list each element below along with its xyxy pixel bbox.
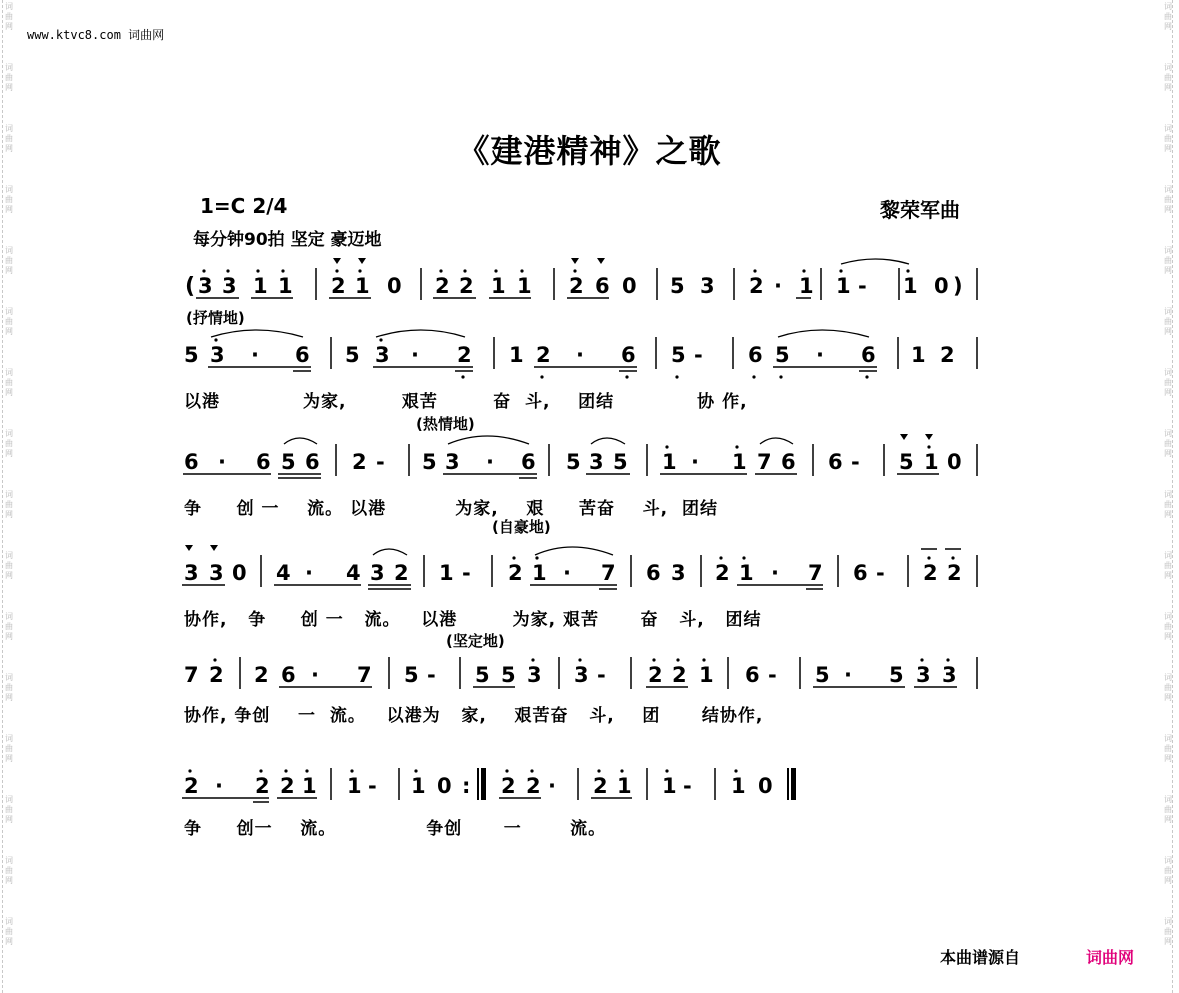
svg-text:6: 6 <box>748 343 763 367</box>
side-watermark-mark: 词 曲 网 <box>1164 673 1172 702</box>
svg-text:2: 2 <box>209 663 224 687</box>
key-time-signature: 1=C 2/4 <box>200 194 288 218</box>
svg-text:2: 2 <box>459 274 474 298</box>
side-watermark-mark: 词 曲 网 <box>5 429 13 458</box>
svg-text:-: - <box>851 450 860 474</box>
svg-text:6: 6 <box>295 343 310 367</box>
svg-text:-: - <box>694 343 703 367</box>
side-watermark-mark: 词 曲 网 <box>5 673 13 702</box>
svg-text:0: 0 <box>232 561 247 585</box>
svg-text:3: 3 <box>375 343 390 367</box>
svg-text:6: 6 <box>861 343 876 367</box>
side-watermark-mark: 词 曲 网 <box>1164 856 1172 885</box>
svg-text:5: 5 <box>815 663 830 687</box>
svg-text:·: · <box>411 343 419 367</box>
svg-text:0: 0 <box>758 774 773 798</box>
side-watermark-mark: 词 曲 网 <box>5 124 13 153</box>
svg-text:5: 5 <box>889 663 904 687</box>
song-title: 《建港精神》之歌 <box>457 132 722 170</box>
side-watermark-mark: 词 曲 网 <box>1164 917 1172 946</box>
svg-text:3: 3 <box>671 561 686 585</box>
svg-text:1: 1 <box>347 774 362 798</box>
svg-text:-: - <box>858 274 867 298</box>
side-watermark-mark: 词 曲 网 <box>5 612 13 641</box>
svg-text:): ) <box>953 274 963 298</box>
svg-text:·: · <box>774 274 782 298</box>
svg-text:4: 4 <box>346 561 361 585</box>
side-watermark-mark: 词 曲 网 <box>5 490 13 519</box>
svg-text:2: 2 <box>715 561 730 585</box>
svg-text:1: 1 <box>617 774 632 798</box>
lyrics-line-3: 争 创 一 流。 以港 为家, 艰 苦奋 斗, 团结 <box>184 499 718 519</box>
svg-text:3: 3 <box>184 561 199 585</box>
svg-text:1: 1 <box>924 450 939 474</box>
svg-text:3: 3 <box>210 343 225 367</box>
lyrics-line-4: 协作, 争 创 一 流。 以港 为家, 艰苦 奋 斗, 团结 <box>184 610 762 630</box>
side-watermark-mark: 词 曲 网 <box>1164 63 1172 92</box>
svg-text:·: · <box>816 343 824 367</box>
svg-text:2: 2 <box>501 774 516 798</box>
svg-text:1: 1 <box>509 343 524 367</box>
side-watermark-mark: 词 曲 网 <box>1164 307 1172 336</box>
svg-text:4: 4 <box>276 561 291 585</box>
tempo-marking: 每分钟90拍 坚定 豪迈地 <box>193 230 382 250</box>
svg-text:6: 6 <box>281 663 296 687</box>
lyrics-line-2: 以港 为家, 艰苦 奋 斗, 团结 协 作, <box>184 392 748 412</box>
svg-text:0: 0 <box>437 774 452 798</box>
svg-text:-: - <box>768 663 777 687</box>
svg-text:5: 5 <box>281 450 296 474</box>
svg-text:·: · <box>771 561 779 585</box>
svg-text:2: 2 <box>569 274 584 298</box>
svg-text:5: 5 <box>566 450 581 474</box>
svg-text:2: 2 <box>352 450 367 474</box>
svg-text:1: 1 <box>699 663 714 687</box>
svg-text:2: 2 <box>923 561 938 585</box>
svg-text:3: 3 <box>370 561 385 585</box>
svg-text:1: 1 <box>662 774 677 798</box>
svg-text:1: 1 <box>411 774 426 798</box>
svg-text:1: 1 <box>903 274 918 298</box>
svg-text:5: 5 <box>184 343 199 367</box>
notation-line-1 <box>181 258 981 318</box>
svg-text:1: 1 <box>302 774 317 798</box>
svg-text:2: 2 <box>947 561 962 585</box>
svg-text:2: 2 <box>526 774 541 798</box>
svg-text::: : <box>462 774 471 798</box>
svg-text:2: 2 <box>749 274 764 298</box>
svg-text:5: 5 <box>501 663 516 687</box>
svg-text:7: 7 <box>184 663 199 687</box>
svg-text:3: 3 <box>198 274 213 298</box>
expression-firm: (坚定地) <box>446 632 505 650</box>
svg-text:0: 0 <box>387 274 402 298</box>
side-watermark-mark: 词 曲 网 <box>5 307 13 336</box>
svg-text:·: · <box>691 450 699 474</box>
svg-text:6: 6 <box>256 450 271 474</box>
svg-text:2: 2 <box>435 274 450 298</box>
svg-text:6: 6 <box>828 450 843 474</box>
svg-text:3: 3 <box>527 663 542 687</box>
svg-text:6: 6 <box>521 450 536 474</box>
svg-text:6: 6 <box>646 561 661 585</box>
side-watermark-mark: 词 曲 网 <box>5 368 13 397</box>
svg-text:·: · <box>311 663 319 687</box>
side-watermark-mark: 词 曲 网 <box>1164 490 1172 519</box>
svg-text:2: 2 <box>255 774 270 798</box>
svg-text:6: 6 <box>305 450 320 474</box>
site-url[interactable]: www.ktvc8.com 词曲网 <box>27 28 165 42</box>
svg-text:(: ( <box>185 274 196 299</box>
svg-text:·: · <box>218 450 226 474</box>
composer-credit: 黎荣军曲 <box>880 198 960 222</box>
svg-text:7: 7 <box>601 561 616 585</box>
svg-text:5: 5 <box>345 343 360 367</box>
expression-lyrical: (抒情地) <box>186 309 245 327</box>
svg-text:2: 2 <box>394 561 409 585</box>
svg-text:1: 1 <box>355 274 370 298</box>
side-watermark-mark: 词 曲 网 <box>5 856 13 885</box>
svg-text:1: 1 <box>911 343 926 367</box>
svg-text:·: · <box>548 774 556 798</box>
staff-system-2 <box>181 327 981 447</box>
lyrics-line-5: 协作, 争创 一 流。 以港为 家, 艰苦奋 斗, 团 结协作, <box>184 706 764 726</box>
svg-text:6: 6 <box>781 450 796 474</box>
svg-text:-: - <box>427 663 436 687</box>
svg-text:1: 1 <box>739 561 754 585</box>
side-watermark-mark: 词 曲 网 <box>1164 429 1172 458</box>
svg-text:3: 3 <box>589 450 604 474</box>
side-watermark-mark: 词 曲 网 <box>5 917 13 946</box>
svg-text:7: 7 <box>808 561 823 585</box>
svg-text:1: 1 <box>532 561 547 585</box>
svg-text:5: 5 <box>670 274 685 298</box>
svg-text:3: 3 <box>445 450 460 474</box>
svg-text:·: · <box>251 343 259 367</box>
svg-text:2: 2 <box>593 774 608 798</box>
side-watermark-mark: 词 曲 网 <box>1164 551 1172 580</box>
side-watermark-mark: 词 曲 网 <box>1164 246 1172 275</box>
svg-text:1: 1 <box>491 274 506 298</box>
svg-text:-: - <box>876 561 885 585</box>
svg-text:6: 6 <box>595 274 610 298</box>
source-label: 本曲谱源自 <box>940 948 1021 967</box>
svg-text:2: 2 <box>331 274 346 298</box>
side-watermark-mark: 词 曲 网 <box>5 63 13 92</box>
svg-text:1: 1 <box>517 274 532 298</box>
side-watermark-mark: 词 曲 网 <box>5 246 13 275</box>
svg-text:2: 2 <box>254 663 269 687</box>
svg-text:1: 1 <box>836 274 851 298</box>
expression-proud: (自豪地) <box>492 518 551 536</box>
notation-line-4 <box>181 545 981 605</box>
svg-text:-: - <box>376 450 385 474</box>
svg-text:1: 1 <box>731 774 746 798</box>
side-watermark-mark: 词 曲 网 <box>1164 368 1172 397</box>
svg-text:-: - <box>462 561 471 585</box>
svg-text:-: - <box>368 774 377 798</box>
svg-text:0: 0 <box>947 450 962 474</box>
svg-text:6: 6 <box>621 343 636 367</box>
svg-text:·: · <box>844 663 852 687</box>
svg-text:3: 3 <box>222 274 237 298</box>
svg-text:·: · <box>305 561 313 585</box>
svg-text:5: 5 <box>422 450 437 474</box>
staff-system-6 <box>181 768 981 888</box>
svg-text:7: 7 <box>357 663 372 687</box>
svg-text:0: 0 <box>622 274 637 298</box>
staff-system-4 <box>181 545 981 665</box>
svg-text:·: · <box>486 450 494 474</box>
svg-text:0: 0 <box>934 274 949 298</box>
svg-text:1: 1 <box>439 561 454 585</box>
svg-text:2: 2 <box>536 343 551 367</box>
svg-text:3: 3 <box>574 663 589 687</box>
svg-text:2: 2 <box>184 774 199 798</box>
side-watermark-mark: 词 曲 网 <box>1164 795 1172 824</box>
svg-text:2: 2 <box>457 343 472 367</box>
svg-text:2: 2 <box>280 774 295 798</box>
svg-text:5: 5 <box>671 343 686 367</box>
notation-line-3 <box>181 434 981 494</box>
svg-text:3: 3 <box>700 274 715 298</box>
svg-text:1: 1 <box>278 274 293 298</box>
svg-text:·: · <box>215 774 223 798</box>
svg-text:6: 6 <box>184 450 199 474</box>
svg-text:2: 2 <box>648 663 663 687</box>
svg-text:2: 2 <box>672 663 687 687</box>
side-watermark-mark: 词 曲 网 <box>1164 124 1172 153</box>
svg-text:1: 1 <box>732 450 747 474</box>
svg-text:5: 5 <box>899 450 914 474</box>
svg-text:5: 5 <box>775 343 790 367</box>
svg-text:·: · <box>563 561 571 585</box>
side-watermark-mark: 词 曲 网 <box>5 2 13 31</box>
side-watermark-mark: 词 曲 网 <box>5 185 13 214</box>
svg-text:1: 1 <box>799 274 814 298</box>
svg-text:3: 3 <box>942 663 957 687</box>
side-watermark-mark: 词 曲 网 <box>5 795 13 824</box>
svg-text:2: 2 <box>508 561 523 585</box>
svg-text:7: 7 <box>757 450 772 474</box>
staff-system-5 <box>181 655 981 775</box>
svg-text:1: 1 <box>253 274 268 298</box>
svg-text:-: - <box>597 663 606 687</box>
side-watermark-mark: 词 曲 网 <box>1164 2 1172 31</box>
side-watermark-mark: 词 曲 网 <box>1164 734 1172 763</box>
svg-text:3: 3 <box>209 561 224 585</box>
expression-warm: (热情地) <box>416 415 475 433</box>
side-watermark-mark: 词 曲 网 <box>5 551 13 580</box>
svg-text:5: 5 <box>613 450 628 474</box>
side-watermark-mark: 词 曲 网 <box>1164 612 1172 641</box>
source-site-logo[interactable]: 词曲网 <box>1086 948 1135 967</box>
side-watermark-mark: 词 曲 网 <box>1164 185 1172 214</box>
staff-system-3 <box>181 434 981 554</box>
svg-text:2: 2 <box>940 343 955 367</box>
svg-text:6: 6 <box>853 561 868 585</box>
svg-text:-: - <box>683 774 692 798</box>
svg-text:6: 6 <box>745 663 760 687</box>
svg-text:·: · <box>576 343 584 367</box>
svg-text:1: 1 <box>662 450 677 474</box>
svg-text:5: 5 <box>475 663 490 687</box>
svg-text:3: 3 <box>916 663 931 687</box>
notation-line-2 <box>181 327 981 387</box>
lyrics-line-6: 争 创一 流。 争创 一 流。 <box>184 819 607 839</box>
svg-text:5: 5 <box>404 663 419 687</box>
side-watermark-mark: 词 曲 网 <box>5 734 13 763</box>
